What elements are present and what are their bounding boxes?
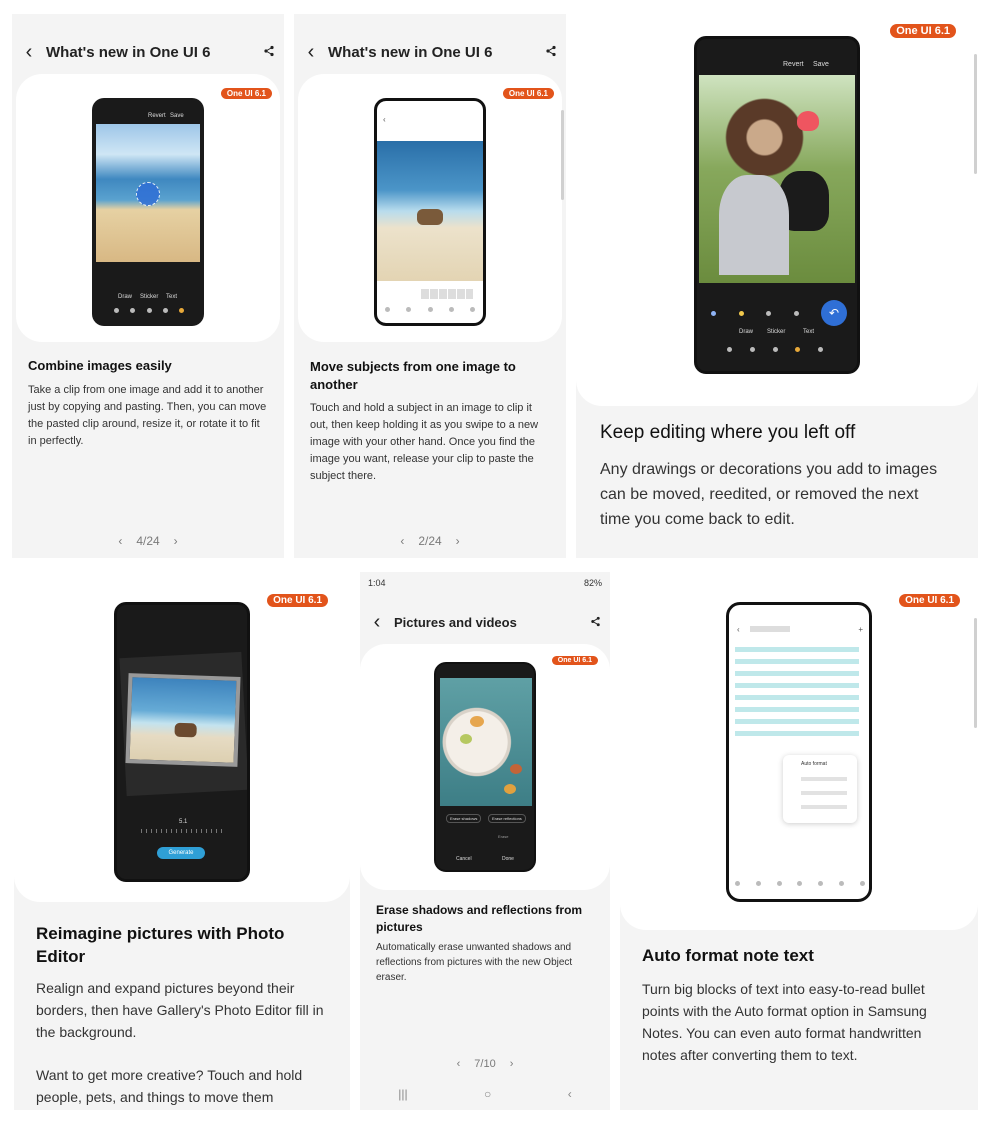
header-title: What's new in One UI 6 (46, 43, 211, 61)
status-bar (368, 578, 602, 590)
beach-image (377, 141, 483, 281)
text-label: Text (803, 329, 815, 335)
share-icon[interactable] (580, 614, 610, 630)
version-badge: One UI 6.1 (890, 24, 956, 38)
feature-description-more: Want to get more creative? Touch and hold people, pets, and things to move them (36, 1067, 303, 1105)
save-label: Save (170, 113, 184, 119)
feature-card (576, 14, 978, 406)
draw-label: Draw (118, 294, 133, 300)
feature-card (298, 74, 562, 342)
feature-title: Auto format note text (642, 946, 814, 965)
panel-auto-format (620, 572, 978, 1110)
back-arrow-icon[interactable]: ‹ (307, 40, 315, 63)
page-indicator: 7/10 (474, 1058, 496, 1070)
dog-subject (174, 723, 196, 738)
panel-erase-shadows (360, 572, 610, 1110)
home-icon[interactable]: ○ (484, 1087, 492, 1101)
tool-row (114, 308, 184, 314)
pager (294, 534, 566, 548)
feature-description: Automatically erase unwanted shadows and reflections from pictures with the new Object eraser. (376, 942, 573, 983)
back-arrow-icon[interactable]: ‹ (373, 610, 381, 633)
dog-subject[interactable] (417, 209, 443, 225)
scroll-edge (974, 54, 977, 174)
chevron-left-icon[interactable]: ‹ (118, 534, 123, 548)
back-arrow-icon[interactable]: ‹ (25, 40, 33, 63)
thumbnail-strip (421, 289, 473, 299)
save-label: Save (813, 61, 829, 68)
page-indicator: 2/24 (418, 534, 442, 548)
page-indicator: 4/24 (136, 534, 160, 548)
sweater (719, 175, 789, 275)
panel-combine-images (12, 14, 284, 558)
undo-icon[interactable]: ↶ (821, 300, 847, 326)
header-title: What's new in One UI 6 (328, 43, 493, 61)
feature-title: Keep editing where you left off (600, 422, 856, 443)
app-header (294, 30, 566, 74)
feature-description: Any drawings or decorations you add to images can be moved, reedited, or removed the next time you come back to edit. (600, 461, 938, 528)
notes-toolbar: ‹ + (737, 625, 863, 634)
chevron-left-icon[interactable]: ‹ (400, 534, 405, 548)
feature-title: Reimagine pictures with Photo Editor (36, 924, 285, 966)
feature-title: Combine images easily (28, 358, 172, 373)
feature-card (360, 644, 610, 890)
status-time: 1:04 (368, 578, 386, 588)
erase-button[interactable]: Erase (498, 834, 509, 839)
version-badge: One UI 6.1 (503, 88, 554, 99)
feature-card (14, 572, 350, 902)
sticker-label: Sticker (140, 294, 159, 300)
version-badge: One UI 6.1 (899, 594, 960, 607)
clip-dog-icon[interactable] (136, 182, 160, 206)
generate-button[interactable]: Generate (157, 847, 205, 859)
panel-move-subjects (294, 14, 566, 558)
feature-title: Erase shadows and reflections from pictures (376, 903, 583, 934)
feature-description: Touch and hold a subject in an image to clip it out, then keep holding it as you swipe to a new image with your other hand. Once you find the image you want, release your clip to paste the subject there. (310, 402, 539, 482)
scroll-edge (561, 110, 564, 200)
text-label: Text (166, 294, 178, 300)
cancel-button[interactable]: Cancel (456, 856, 472, 862)
version-badge: One UI 6.1 (267, 594, 328, 607)
beach-image (125, 673, 240, 767)
done-button[interactable]: Done (502, 856, 514, 862)
draw-label: Draw (739, 329, 754, 335)
panel-photo-editor (14, 572, 350, 1110)
auto-format-item[interactable]: Auto format (801, 761, 827, 767)
chevron-left-icon[interactable]: ‹ (456, 1058, 461, 1070)
tool-row (727, 347, 823, 353)
girl-and-dog-photo (699, 75, 855, 283)
chevron-right-icon[interactable]: › (455, 534, 460, 548)
macaron (504, 784, 516, 794)
bottom-actions (385, 307, 475, 313)
chevron-right-icon[interactable]: › (509, 1058, 514, 1070)
feature-description: Realign and expand pictures beyond their borders, then have Gallery's Photo Editor fill in the background. (36, 980, 324, 1040)
phone-toolbar: ‹ (383, 115, 386, 124)
note-text-block (735, 647, 859, 743)
phone-mockup (114, 602, 250, 882)
angle-value: 5.1 (179, 819, 188, 825)
share-icon[interactable] (536, 44, 566, 60)
angle-ruler[interactable] (141, 829, 223, 833)
drawing-tools (711, 307, 847, 319)
header-title: Pictures and videos (394, 614, 517, 630)
sticker-label: Sticker (767, 329, 786, 335)
feature-description: Turn big blocks of text into easy-to-read bullet points with the Auto format option in Samsung Notes. You can even auto format handwritten notes after converting them to text. (642, 981, 927, 1063)
erase-reflections-chip[interactable]: Erase reflections (488, 814, 526, 823)
phone-mockup (434, 662, 536, 872)
macaron (470, 716, 484, 727)
scroll-edge (974, 618, 977, 728)
version-badge: One UI 6.1 (552, 656, 598, 665)
phone-mockup (92, 98, 204, 326)
navigation-bar (360, 1084, 610, 1104)
beach-image (96, 124, 200, 262)
pager (12, 534, 284, 548)
phone-mockup (694, 36, 860, 374)
chevron-right-icon[interactable]: › (173, 534, 178, 548)
macaron (460, 734, 472, 744)
phone-mockup (726, 602, 872, 902)
panel-keep-editing (576, 14, 978, 558)
recents-icon[interactable]: ||| (398, 1087, 408, 1101)
feature-card (16, 74, 280, 342)
macarons-photo (440, 678, 532, 806)
bottom-tools (735, 881, 865, 887)
erase-shadows-chip[interactable]: Erase shadows (446, 814, 481, 823)
feature-title: Move subjects from one image to another (310, 359, 516, 392)
revert-label: Revert (783, 61, 804, 68)
app-header (12, 30, 284, 74)
heart-sticker[interactable] (797, 111, 819, 131)
back-nav-icon[interactable]: ‹ (567, 1087, 572, 1101)
status-battery: 82% (583, 578, 602, 588)
auto-format-menu[interactable] (783, 755, 857, 823)
share-icon[interactable] (254, 44, 284, 60)
phone-mockup (374, 98, 486, 326)
macaron (510, 764, 522, 774)
version-badge: One UI 6.1 (221, 88, 272, 99)
feature-card (620, 572, 978, 930)
app-header (360, 600, 610, 644)
revert-label: Revert (148, 113, 166, 119)
pager (360, 1058, 610, 1070)
feature-description: Take a clip from one image and add it to another just by copying and pasting. Then, you can move the pasted clip around, resize it, or rotate it to fit in perfectly. (28, 384, 267, 447)
